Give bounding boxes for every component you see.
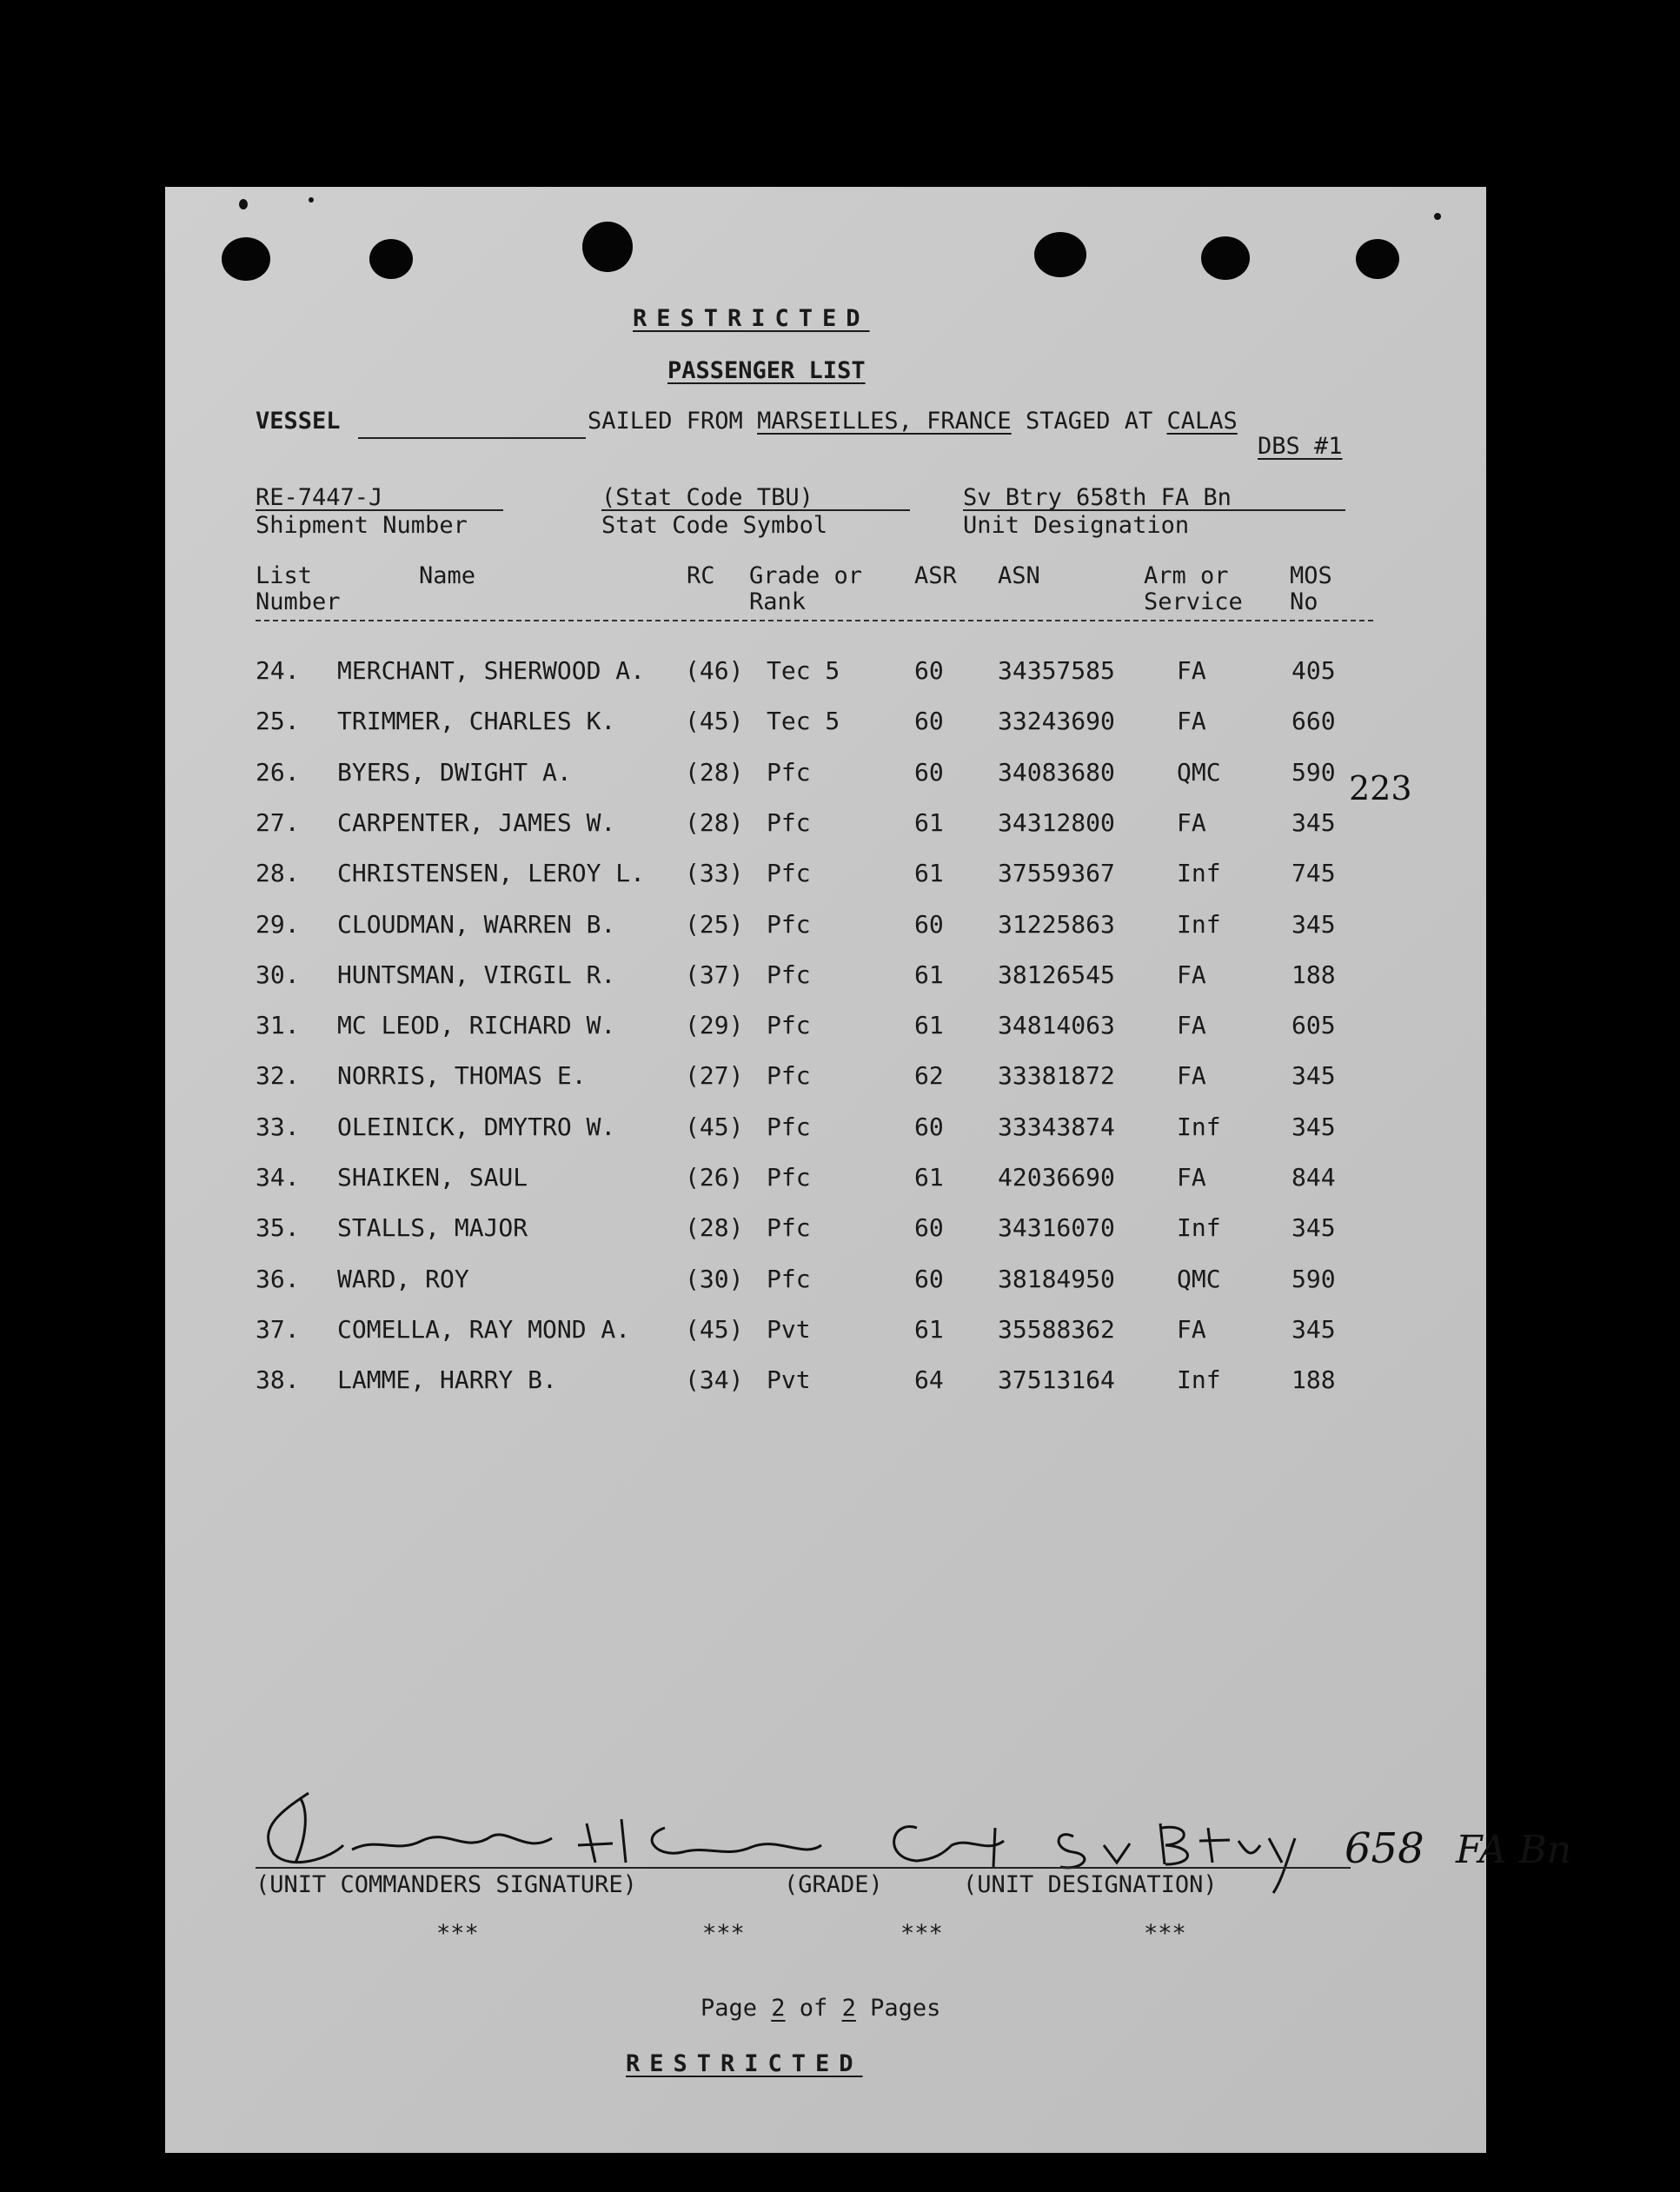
table-row (165, 1365, 1486, 1395)
passenger-name: CARPENTER, JAMES W. (337, 808, 616, 837)
arm-service: Inf (1177, 1365, 1221, 1394)
stars-4: *** (1144, 1920, 1186, 1947)
passenger-name: BYERS, DWIGHT A. (337, 758, 572, 787)
staged-label: STAGED AT (1011, 408, 1167, 435)
mos-number: 345 (1292, 910, 1336, 939)
staged-at-line-2: DBS #1 (1258, 433, 1343, 460)
asr-score: 61 (914, 1163, 944, 1192)
passenger-name: WARD, ROY (337, 1265, 469, 1293)
rc-code: (45) (685, 1113, 744, 1141)
asn-number: 34083680 (998, 758, 1115, 787)
rc-code: (25) (685, 910, 744, 939)
col-asr: ASR (914, 562, 957, 589)
handwritten-unit-name: FA Bn (1456, 1828, 1572, 1872)
asr-score: 60 (914, 910, 944, 939)
asn-number: 38184950 (998, 1265, 1115, 1293)
col-mos: MOS (1290, 562, 1332, 589)
asr-score: 61 (914, 1011, 944, 1040)
asr-score: 60 (914, 758, 944, 787)
grade: Pfc (767, 758, 811, 787)
punch-hole (582, 222, 633, 272)
list-number: 38. (256, 1365, 300, 1394)
sailed-prefix: SAILED FROM (588, 408, 758, 435)
speck (309, 197, 314, 203)
mos-number: 660 (1292, 707, 1336, 735)
passenger-name: OLEINICK, DMYTRO W. (337, 1113, 616, 1141)
handwritten-unit-number: 658 (1345, 1824, 1424, 1873)
asn-number: 33243690 (998, 707, 1115, 735)
asn-number: 34357585 (998, 656, 1115, 685)
col-arm: Arm or (1144, 562, 1229, 589)
grade: Pfc (767, 960, 811, 989)
grade: Pfc (767, 859, 811, 887)
arm-service: QMC (1177, 758, 1221, 787)
arm-service: FA (1177, 1011, 1206, 1040)
rc-code: (34) (685, 1365, 744, 1394)
asr-score: 60 (914, 656, 944, 685)
arm-service: FA (1177, 1315, 1206, 1344)
list-number: 28. (256, 859, 300, 887)
grade: Pfc (767, 1265, 811, 1293)
punch-hole (1201, 236, 1250, 280)
stat-code: (Stat Code TBU) (601, 484, 813, 511)
asn-number: 37559367 (998, 859, 1115, 887)
arm-service: FA (1177, 707, 1206, 735)
restricted-footer: RESTRICTED (626, 2050, 863, 2077)
vessel-blank (358, 437, 586, 439)
grade: Pfc (767, 910, 811, 939)
mos-number: 345 (1292, 1061, 1336, 1090)
punch-hole (369, 239, 413, 279)
passenger-name: TRIMMER, CHARLES K. (337, 707, 616, 735)
passenger-name: SHAIKEN, SAUL (337, 1163, 528, 1192)
grade-label: (GRADE) (784, 1871, 883, 1898)
col-service: Service (1144, 588, 1243, 615)
list-number: 31. (256, 1011, 300, 1040)
mos-number: 405 (1292, 656, 1336, 685)
rc-code: (45) (685, 1315, 744, 1344)
table-row (165, 758, 1486, 787)
unit-designation-label: Unit Designation (963, 512, 1190, 539)
col-asn: ASN (998, 562, 1040, 589)
list-number: 27. (256, 808, 300, 837)
arm-service: Inf (1177, 1213, 1221, 1242)
mos-number: 345 (1292, 808, 1336, 837)
rc-code: (33) (685, 859, 744, 887)
asr-score: 62 (914, 1061, 944, 1090)
arm-service: Inf (1177, 910, 1221, 939)
passenger-name: CHRISTENSEN, LEROY L. (337, 859, 646, 887)
page-total: 2 (841, 1995, 856, 2022)
arm-service: FA (1177, 1061, 1206, 1090)
sailed-port: MARSEILLES, FRANCE (757, 408, 1012, 435)
restricted-heading: RESTRICTED (633, 305, 870, 332)
shipment-number-label: Shipment Number (256, 512, 468, 539)
asn-number: 34814063 (998, 1011, 1115, 1040)
asn-number: 35588362 (998, 1315, 1115, 1344)
asn-number: 33343874 (998, 1113, 1115, 1141)
table-row (165, 1011, 1486, 1040)
page-count (701, 1996, 940, 2020)
sailed-line (588, 409, 1238, 433)
asr-score: 61 (914, 808, 944, 837)
document-page (165, 187, 1572, 2153)
stat-code-label: Stat Code Symbol (601, 512, 828, 539)
unit-designation-rule (963, 509, 1345, 511)
table-row (165, 707, 1486, 736)
list-number: 30. (256, 960, 300, 989)
page-suffix: Pages (855, 1995, 941, 2022)
rc-code: (28) (685, 758, 744, 787)
asn-number: 37513164 (998, 1365, 1115, 1394)
asn-number: 42036690 (998, 1163, 1115, 1192)
page-prefix: Page (701, 1995, 772, 2022)
asn-number: 34316070 (998, 1213, 1115, 1242)
mos-number: 745 (1292, 859, 1336, 887)
rc-code: (28) (685, 1213, 744, 1242)
list-number: 36. (256, 1265, 300, 1293)
page-of: of (785, 1995, 842, 2022)
grade: Pfc (767, 1213, 811, 1242)
mos-number: 345 (1292, 1315, 1336, 1344)
arm-service: FA (1177, 808, 1206, 837)
rc-code: (37) (685, 960, 744, 989)
grade: Pfc (767, 808, 811, 837)
stars-3: *** (900, 1920, 943, 1947)
asn-number: 31225863 (998, 910, 1115, 939)
passenger-name: CLOUDMAN, WARREN B. (337, 910, 616, 939)
rc-code: (30) (685, 1265, 744, 1293)
list-number: 37. (256, 1315, 300, 1344)
stars-1: *** (436, 1920, 479, 1947)
passenger-name: LAMME, HARRY B. (337, 1365, 557, 1394)
arm-service: Inf (1177, 1113, 1221, 1141)
col-number: Number (256, 588, 341, 615)
list-number: 24. (256, 656, 300, 685)
rc-code: (45) (685, 707, 744, 735)
asr-score: 60 (914, 1265, 944, 1293)
mos-number: 605 (1292, 1011, 1336, 1040)
table-row (165, 1315, 1486, 1345)
grade: Pfc (767, 1113, 811, 1141)
stars-2: *** (702, 1920, 745, 1947)
passenger-name: MERCHANT, SHERWOOD A. (337, 656, 646, 685)
passenger-name: COMELLA, RAY MOND A. (337, 1315, 631, 1344)
rc-code: (28) (685, 808, 744, 837)
grade: Pfc (767, 1061, 811, 1090)
passenger-name: HUNTSMAN, VIRGIL R. (337, 960, 616, 989)
list-number: 35. (256, 1213, 300, 1242)
shipment-number: RE-7447-J (256, 484, 383, 511)
asn-number: 34312800 (998, 808, 1115, 837)
page-current: 2 (771, 1995, 786, 2022)
rc-code: (27) (685, 1061, 744, 1090)
asr-score: 60 (914, 1213, 944, 1242)
table-row (165, 1061, 1486, 1091)
asr-score: 61 (914, 1315, 944, 1344)
grade: Tec 5 (767, 707, 840, 735)
table-row (165, 1265, 1486, 1294)
rc-code: (46) (685, 656, 744, 685)
grade: Pfc (767, 1163, 811, 1192)
handwritten-page-number: 223 (1349, 769, 1412, 807)
list-number: 26. (256, 758, 300, 787)
asr-score: 61 (914, 960, 944, 989)
signature-rule (256, 1867, 1351, 1869)
grade: Pfc (767, 1011, 811, 1040)
asr-score: 61 (914, 859, 944, 887)
grade: Tec 5 (767, 656, 840, 685)
unit-designation: Sv Btry 658th FA Bn (963, 484, 1232, 511)
mos-number: 844 (1292, 1163, 1336, 1192)
col-grade: Grade or (749, 562, 863, 589)
mos-number: 590 (1292, 1265, 1336, 1293)
passenger-name: NORRIS, THOMAS E. (337, 1061, 587, 1090)
mos-number: 188 (1292, 1365, 1336, 1394)
arm-service: FA (1177, 656, 1206, 685)
table-row (165, 960, 1486, 990)
speck (239, 199, 248, 209)
col-no: No (1290, 588, 1318, 615)
punch-hole (222, 237, 270, 281)
table-row (165, 859, 1486, 888)
rc-code: (26) (685, 1163, 744, 1192)
grade: Pvt (767, 1315, 811, 1344)
grade: Pvt (767, 1365, 811, 1394)
unit-label: (UNIT DESIGNATION) (963, 1871, 1218, 1898)
arm-service: QMC (1177, 1265, 1221, 1293)
col-name: Name (419, 562, 476, 589)
table-row (165, 1213, 1486, 1243)
mos-number: 590 (1292, 758, 1336, 787)
passenger-name: STALLS, MAJOR (337, 1213, 528, 1242)
staged-at: CALAS (1166, 408, 1238, 435)
punch-hole (1356, 239, 1399, 279)
list-number: 32. (256, 1061, 300, 1090)
arm-service: FA (1177, 1163, 1206, 1192)
asn-number: 38126545 (998, 960, 1115, 989)
vessel-label: VESSEL (256, 408, 341, 435)
table-row (165, 1163, 1486, 1192)
list-number: 25. (256, 707, 300, 735)
table-row (165, 1113, 1486, 1142)
asn-number: 33381872 (998, 1061, 1115, 1090)
shipment-number-rule (256, 509, 503, 511)
asr-score: 60 (914, 1113, 944, 1141)
list-number: 34. (256, 1163, 300, 1192)
list-number: 33. (256, 1113, 300, 1141)
col-rank: Rank (749, 588, 807, 615)
list-number: 29. (256, 910, 300, 939)
mos-number: 345 (1292, 1113, 1336, 1141)
header-divider (256, 620, 1373, 621)
col-rc: RC (687, 562, 715, 589)
col-list: List (256, 562, 313, 589)
punch-hole (1034, 232, 1086, 277)
asr-score: 60 (914, 707, 944, 735)
arm-service: Inf (1177, 859, 1221, 887)
signature-label: (UNIT COMMANDERS SIGNATURE) (256, 1871, 637, 1898)
arm-service: FA (1177, 960, 1206, 989)
document-title: PASSENGER LIST (667, 357, 866, 384)
table-row (165, 910, 1486, 940)
rc-code: (29) (685, 1011, 744, 1040)
stat-code-rule (601, 509, 910, 511)
passenger-name: MC LEOD, RICHARD W. (337, 1011, 616, 1040)
asr-score: 64 (914, 1365, 944, 1394)
speck (1434, 213, 1441, 220)
table-row (165, 808, 1486, 838)
mos-number: 345 (1292, 1213, 1336, 1242)
table-row (165, 656, 1486, 686)
mos-number: 188 (1292, 960, 1336, 989)
